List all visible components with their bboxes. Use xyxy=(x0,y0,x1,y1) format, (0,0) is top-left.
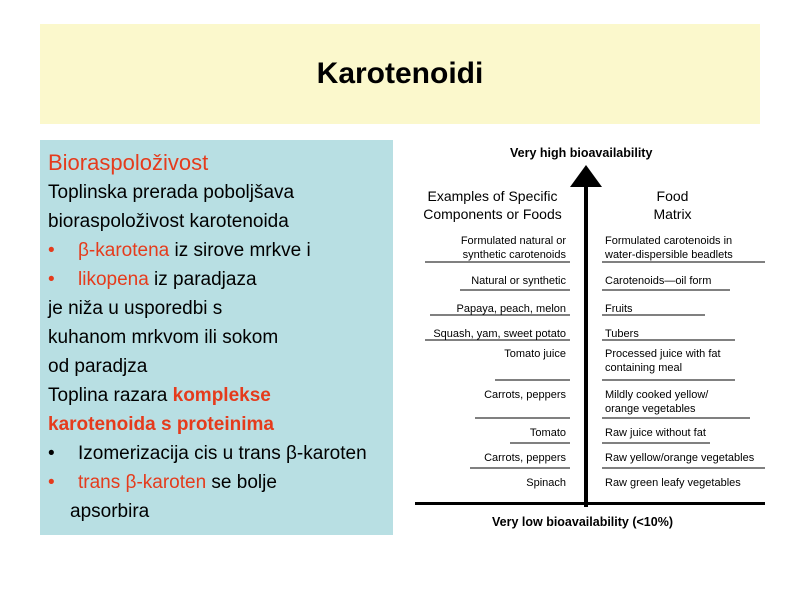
bullet-marker: • xyxy=(48,269,55,290)
text-panel xyxy=(40,140,393,535)
label-line: containing meal xyxy=(605,362,683,374)
row-example-label xyxy=(405,302,566,316)
bullet-item xyxy=(48,265,385,294)
bullet-text: iz paradjaza xyxy=(148,269,257,290)
text-line: Toplinska prerada poboljšava xyxy=(48,182,295,203)
row-example-label xyxy=(405,234,566,262)
label-line: Raw yellow/orange vegetables xyxy=(605,452,755,464)
bullet-item xyxy=(48,468,385,497)
row-matrix-label xyxy=(605,234,733,262)
header-line: Examples of Specific xyxy=(427,188,558,204)
header-line: Matrix xyxy=(653,206,692,222)
label-line: Mildly cooked yellow/ xyxy=(605,389,709,401)
highlight-text: trans β-karoten xyxy=(78,472,207,493)
text-line: bioraspoloživost karotenoida xyxy=(48,211,289,232)
row-matrix-label xyxy=(605,451,754,465)
label-line: Squash, yam, sweet potato xyxy=(433,328,566,340)
right-column-header xyxy=(605,187,740,223)
bullet-text: iz sirove mrkve i xyxy=(169,240,311,261)
label-line: Carrots, peppers xyxy=(484,389,566,401)
label-line: orange vegetables xyxy=(605,403,696,415)
highlight-text: komplekse xyxy=(172,385,271,406)
plain-text: Toplina razara xyxy=(48,385,173,406)
label-line: Spinach xyxy=(526,477,566,489)
text-line: karotenoida s proteinima xyxy=(48,414,274,435)
label-line: Raw juice without fat xyxy=(605,427,706,439)
baseline xyxy=(415,502,765,505)
row-matrix-label xyxy=(605,388,708,416)
bullet-item xyxy=(48,439,385,468)
row-example-label xyxy=(405,476,566,490)
row-example-label xyxy=(405,388,566,402)
text-line: od paradjza xyxy=(48,356,148,377)
label-line: Formulated carotenoids in xyxy=(605,235,733,247)
label-line: Raw green leafy vegetables xyxy=(605,477,741,489)
bullet-marker: • xyxy=(48,240,55,261)
label-line: Tubers xyxy=(605,328,639,340)
label-line: Tomato xyxy=(529,427,566,439)
header-line: Food xyxy=(656,188,689,204)
top-label: Very high bioavailability xyxy=(510,146,653,160)
row-example-label xyxy=(405,426,566,440)
bullet-text: Izomerizacija cis u trans β-karoten xyxy=(78,443,367,464)
label-line: Papaya, peach, melon xyxy=(456,303,566,315)
label-line: synthetic carotenoids xyxy=(462,249,566,261)
row-example-label xyxy=(405,451,566,465)
row-example-label xyxy=(405,274,566,288)
row-matrix-label xyxy=(605,426,706,440)
label-line: Natural or synthetic xyxy=(471,275,566,287)
row-matrix-label xyxy=(605,347,721,375)
highlight-text: β-karotena xyxy=(78,240,170,261)
row-matrix-label xyxy=(605,327,639,341)
text-line xyxy=(48,381,385,410)
label-line: water-dispersible beadlets xyxy=(605,249,733,261)
header-line: Components or Foods xyxy=(423,206,562,222)
bottom-label: Very low bioavailability (<10%) xyxy=(492,515,673,529)
arrow-head xyxy=(570,165,602,187)
title-bar xyxy=(40,24,760,124)
label-line: Carotenoids—oil form xyxy=(605,275,712,287)
slide-title: Karotenoidi xyxy=(316,57,484,90)
text-line: apsorbira xyxy=(70,501,150,522)
bioavailability-diagram xyxy=(405,140,775,540)
row-matrix-label xyxy=(605,302,633,316)
bullet-marker: • xyxy=(48,472,55,493)
label-line: Tomato juice xyxy=(504,348,566,360)
row-matrix-label xyxy=(605,476,741,490)
row-example-label xyxy=(405,347,566,361)
bullet-item xyxy=(48,236,385,265)
label-line: Formulated natural or xyxy=(460,235,566,247)
row-example-label xyxy=(405,327,566,341)
left-column-header xyxy=(415,187,570,223)
arrow-shaft xyxy=(584,186,588,507)
text-line: je niža u usporedbi s xyxy=(48,298,223,319)
text-line: kuhanom mrkvom ili sokom xyxy=(48,327,279,348)
label-line: Carrots, peppers xyxy=(484,452,566,464)
row-matrix-label xyxy=(605,274,711,288)
panel-heading: Bioraspoloživost xyxy=(48,150,209,175)
label-line: Processed juice with fat xyxy=(605,348,721,360)
bullet-marker: • xyxy=(48,443,55,464)
highlight-text: likopena xyxy=(78,269,149,290)
label-line: Fruits xyxy=(605,303,633,315)
bullet-text: se bolje xyxy=(206,472,277,493)
